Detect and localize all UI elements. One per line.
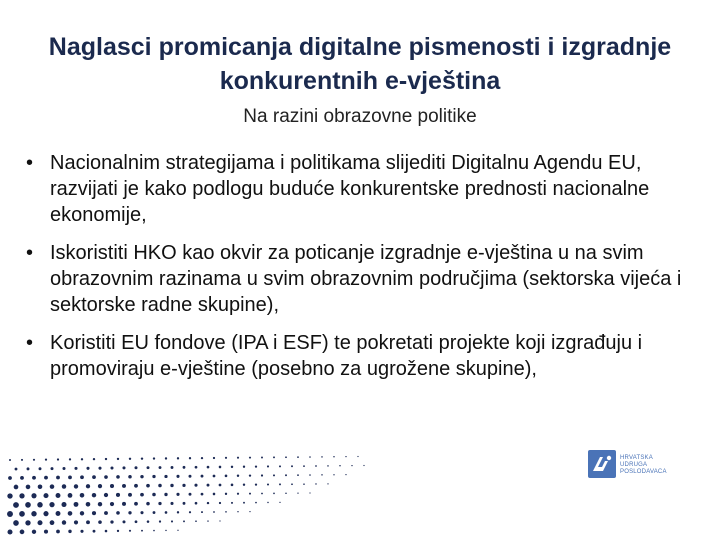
- decorative-dot: [165, 530, 166, 531]
- decorative-dot: [255, 483, 257, 485]
- decorative-dot: [117, 458, 119, 460]
- decorative-dot: [321, 456, 323, 458]
- decorative-dot: [62, 467, 65, 470]
- decorative-dot: [25, 520, 30, 525]
- decorative-dot: [345, 456, 346, 457]
- decorative-dot: [219, 502, 221, 504]
- decorative-dot: [189, 493, 192, 496]
- decorative-dot: [176, 475, 179, 478]
- decorative-dot: [68, 476, 72, 480]
- decorative-dot: [116, 493, 120, 497]
- decorative-dot: [177, 457, 179, 459]
- decorative-dot: [195, 502, 198, 505]
- bullet-icon: •: [26, 332, 34, 354]
- decorative-dot: [117, 530, 119, 532]
- bullet-item: [26, 330, 696, 382]
- decorative-dot: [68, 493, 73, 498]
- decorative-dot: [164, 493, 167, 496]
- decorative-dot: [279, 465, 281, 467]
- bullet-text: Iskoristiti HKO kao okvir za poticanje izgradnje e-vještina u na svim obrazovnim razinama u svim obrazovnim područjima (sektorska vijeća i sektorske radne skupine),: [50, 242, 682, 316]
- decorative-dot: [345, 474, 346, 475]
- decorative-dot: [273, 493, 275, 495]
- decorative-dot: [134, 466, 137, 469]
- decorative-dot: [291, 483, 293, 485]
- decorative-dot: [255, 502, 257, 504]
- decorative-dot: [27, 467, 30, 470]
- decorative-dot: [13, 520, 19, 526]
- decorative-dot: [31, 493, 36, 498]
- decorative-dot: [213, 475, 216, 478]
- decorative-dot: [86, 467, 89, 470]
- decorative-dot: [309, 474, 311, 476]
- decorative-dot: [39, 467, 42, 470]
- decorative-dot: [19, 511, 25, 517]
- decorative-dot: [93, 530, 96, 533]
- decorative-dot: [98, 467, 101, 470]
- decorative-dot: [207, 466, 210, 469]
- decorative-dot: [182, 484, 185, 487]
- decorative-dot: [291, 465, 293, 467]
- decorative-dot: [104, 475, 108, 479]
- decorative-dot: [213, 493, 216, 496]
- decorative-dot: [207, 502, 209, 504]
- decorative-dot: [80, 511, 84, 515]
- decorative-dot: [207, 520, 208, 521]
- decorative-dot: [231, 484, 234, 487]
- decorative-dot: [159, 466, 162, 469]
- slide-subtitle: Na razini obrazovne politike: [243, 106, 477, 127]
- decorative-dot: [153, 530, 155, 532]
- decorative-dot: [140, 493, 144, 497]
- decorative-dot: [8, 476, 12, 480]
- decorative-dot: [249, 474, 251, 476]
- decorative-dot: [92, 493, 96, 497]
- decorative-dot: [93, 458, 95, 460]
- decorative-dot: [56, 530, 60, 534]
- decorative-dot: [315, 483, 316, 484]
- decorative-dot: [333, 456, 334, 457]
- decorative-dot: [225, 493, 227, 495]
- decorative-dot: [351, 465, 352, 466]
- decorative-dot: [207, 484, 210, 487]
- decorative-dot: [129, 458, 131, 460]
- decorative-dot: [37, 520, 42, 525]
- decorative-dot: [37, 502, 42, 507]
- decorative-dot: [231, 502, 233, 504]
- decorative-dot: [141, 530, 143, 532]
- decorative-dot: [128, 511, 131, 514]
- decorative-dot: [122, 502, 126, 506]
- decorative-dot: [128, 475, 132, 479]
- decorative-dot: [297, 456, 299, 458]
- decorative-dot: [303, 483, 305, 485]
- decorative-dot: [267, 483, 269, 485]
- decorative-dot: [285, 456, 287, 458]
- decorative-dot: [170, 484, 173, 487]
- decorative-dot: [141, 457, 143, 459]
- decorative-dot: [80, 493, 85, 498]
- decorative-dot: [201, 493, 204, 496]
- decorative-dot: [237, 511, 238, 512]
- decorative-dot: [122, 484, 126, 488]
- bullet-icon: •: [26, 152, 34, 174]
- decorative-dot: [195, 466, 198, 469]
- decorative-dot: [86, 502, 91, 507]
- decorative-dot: [68, 530, 71, 533]
- decorative-dot: [201, 511, 203, 513]
- bullet-list: [26, 150, 696, 394]
- decorative-dot: [153, 457, 155, 459]
- decorative-dot: [285, 492, 287, 494]
- decorative-dot: [279, 502, 280, 503]
- decorative-dot: [177, 530, 178, 531]
- decorative-dot: [273, 474, 275, 476]
- decorative-dot: [158, 484, 162, 488]
- decorative-dot: [231, 466, 233, 468]
- decorative-dot: [273, 456, 275, 458]
- decorative-dot: [177, 511, 179, 513]
- decorative-dot: [98, 520, 102, 524]
- decorative-dot: [116, 475, 120, 479]
- decorative-dot: [104, 511, 108, 515]
- decorative-dot: [134, 484, 138, 488]
- decorative-dot: [165, 511, 168, 514]
- decorative-dot: [128, 493, 132, 497]
- decorative-dot: [333, 474, 334, 475]
- decorative-dot: [158, 502, 161, 505]
- decorative-dot: [62, 520, 66, 524]
- decorative-dot: [249, 511, 250, 512]
- decorative-dot: [26, 485, 31, 490]
- decorative-dot: [61, 502, 66, 507]
- decorative-dot: [45, 459, 47, 461]
- decorative-dot: [363, 465, 364, 466]
- bullet-icon: •: [26, 242, 34, 264]
- decorative-dot: [81, 458, 83, 460]
- decorative-dot: [44, 476, 48, 480]
- decorative-dot-pattern: [0, 440, 560, 540]
- decorative-dot: [62, 484, 66, 488]
- decorative-dot: [243, 502, 245, 504]
- decorative-dot: [243, 466, 245, 468]
- decorative-dot: [309, 456, 311, 458]
- decorative-dot: [32, 476, 36, 480]
- decorative-dot: [219, 484, 222, 487]
- decorative-dot: [50, 520, 55, 525]
- decorative-dot: [255, 465, 257, 467]
- decorative-dot: [86, 484, 90, 488]
- decorative-dot: [147, 466, 150, 469]
- decorative-dot: [183, 502, 186, 505]
- decorative-dot: [110, 484, 114, 488]
- decorative-dot: [56, 493, 61, 498]
- decorative-dot: [122, 520, 125, 523]
- decorative-dot: [98, 484, 102, 488]
- decorative-dot: [20, 530, 25, 535]
- decorative-dot: [56, 511, 61, 516]
- decorative-dot: [327, 483, 328, 484]
- decorative-dot: [49, 502, 54, 507]
- decorative-dot: [194, 484, 197, 487]
- decorative-dot: [267, 465, 269, 467]
- decorative-dot: [33, 459, 35, 461]
- decorative-dot: [237, 474, 239, 476]
- logo-text: [620, 455, 667, 476]
- decorative-dot: [327, 465, 329, 467]
- decorative-dot: [38, 484, 43, 489]
- decorative-dot: [261, 474, 263, 476]
- decorative-dot: [225, 457, 227, 459]
- decorative-dot: [165, 457, 167, 459]
- decorative-dot: [159, 520, 161, 522]
- bullet-item: [26, 150, 696, 228]
- decorative-dot: [189, 511, 191, 513]
- decorative-dot: [201, 475, 204, 478]
- decorative-dot: [9, 459, 11, 461]
- decorative-dot: [152, 493, 156, 497]
- decorative-dot: [213, 511, 215, 513]
- decorative-dot: [110, 467, 113, 470]
- decorative-dot: [56, 476, 60, 480]
- decorative-dot: [315, 465, 317, 467]
- decorative-dot: [31, 511, 36, 516]
- decorative-dot: [297, 492, 298, 493]
- decorative-dot: [68, 511, 73, 516]
- decorative-dot: [15, 468, 18, 471]
- decorative-dot: [57, 458, 59, 460]
- decorative-dot: [249, 493, 251, 495]
- decorative-dot: [7, 529, 12, 534]
- decorative-dot: [92, 475, 96, 479]
- bullet-text: Nacionalnim strategijama i politikama slijediti Digitalnu Agendu EU, razvijati je kako podlogu buduće konkurentske prednosti nacionalne ekonomije,: [50, 152, 650, 226]
- decorative-dot: [69, 458, 71, 460]
- logo-text-line: HRVATSKA: [620, 455, 653, 461]
- decorative-dot: [7, 511, 13, 517]
- decorative-dot: [171, 520, 173, 522]
- decorative-dot: [14, 485, 19, 490]
- decorative-dot: [171, 466, 174, 469]
- decorative-dot: [189, 475, 192, 478]
- decorative-dot: [153, 511, 156, 514]
- decorative-dot: [51, 467, 54, 470]
- decorative-dot: [146, 502, 150, 506]
- decorative-dot: [176, 493, 179, 496]
- decorative-dot: [43, 511, 48, 516]
- decorative-dot: [195, 520, 197, 522]
- decorative-dot: [285, 474, 287, 476]
- decorative-dot: [189, 457, 191, 459]
- decorative-dot: [339, 465, 340, 466]
- decorative-dot: [44, 530, 48, 534]
- bullet-text: Koristiti EU fondove (IPA i ESF) te pokretati projekte koji izgrađuju i promoviraju e-vještine (posebno za ugrožene skupine),: [50, 332, 643, 380]
- decorative-dot: [13, 502, 19, 508]
- decorative-dot: [74, 484, 78, 488]
- decorative-dot: [201, 457, 203, 459]
- decorative-dot: [309, 492, 310, 493]
- decorative-dot: [213, 457, 215, 459]
- hup-logo-icon: [588, 450, 616, 478]
- decorative-dot: [303, 465, 305, 467]
- decorative-dot: [279, 483, 281, 485]
- decorative-dot: [225, 475, 228, 478]
- decorative-dot: [225, 511, 227, 513]
- decorative-dot: [146, 484, 150, 488]
- decorative-dot: [122, 466, 125, 469]
- slide-title: Naglasci promicanja digitalne pismenosti i izgradnje konkurentnih e-vještina: [48, 33, 672, 95]
- decorative-dot: [183, 520, 185, 522]
- decorative-dot: [164, 475, 167, 478]
- decorative-dot: [357, 456, 358, 457]
- decorative-dot: [92, 511, 96, 515]
- decorative-dot: [105, 458, 107, 460]
- decorative-dot: [140, 475, 143, 478]
- decorative-dot: [74, 520, 78, 524]
- decorative-dot: [243, 484, 245, 486]
- logo-text-line: POSLODAVACA: [620, 469, 667, 475]
- decorative-dot: [74, 502, 79, 507]
- decorative-dot: [135, 520, 138, 523]
- decorative-dot: [152, 475, 155, 478]
- bullet-item: [26, 240, 696, 318]
- decorative-dot: [98, 502, 102, 506]
- decorative-dot: [140, 511, 143, 514]
- hup-logo: [588, 450, 698, 490]
- decorative-dot: [43, 493, 48, 498]
- decorative-dot: [249, 457, 251, 459]
- decorative-dot: [74, 467, 77, 470]
- decorative-dot: [297, 474, 299, 476]
- decorative-dot: [321, 474, 322, 475]
- decorative-dot: [80, 530, 83, 533]
- decorative-dot: [21, 459, 23, 461]
- decorative-dot: [219, 466, 222, 469]
- decorative-dot: [261, 493, 263, 495]
- decorative-dot: [50, 484, 55, 489]
- decorative-dot: [116, 511, 120, 515]
- decorative-dot: [80, 475, 84, 479]
- decorative-dot: [20, 476, 24, 480]
- decorative-dot: [105, 530, 108, 533]
- decorative-dot: [170, 502, 173, 505]
- decorative-dot: [267, 502, 268, 503]
- decorative-dot: [104, 493, 108, 497]
- decorative-dot: [237, 493, 239, 495]
- decorative-dot: [183, 466, 186, 469]
- decorative-dot: [129, 530, 131, 532]
- logo-text-line: UDRUGA: [620, 462, 648, 468]
- decorative-dot: [237, 457, 239, 459]
- decorative-dot: [7, 493, 12, 498]
- decorative-dot: [110, 502, 114, 506]
- decorative-dot: [219, 520, 220, 521]
- decorative-dot: [110, 520, 113, 523]
- decorative-dot: [261, 457, 263, 459]
- decorative-dot: [19, 493, 24, 498]
- decorative-dot: [86, 520, 90, 524]
- decorative-dot: [147, 520, 150, 523]
- decorative-dot: [134, 502, 138, 506]
- decorative-dot: [25, 502, 31, 508]
- decorative-dot: [32, 530, 36, 534]
